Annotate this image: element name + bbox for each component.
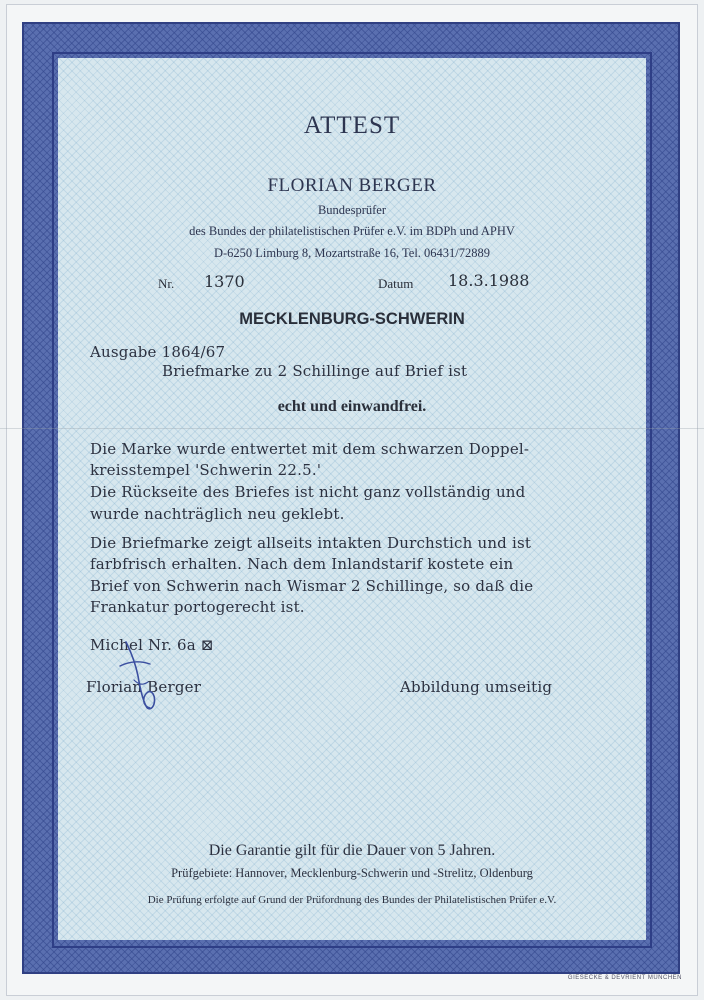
signature-name: Florian Berger (86, 678, 202, 696)
association-line: des Bundes der philatelistischen Prüfer e.V. im BDPh und APHV (189, 224, 515, 238)
body-line: wurde nachträglich neu geklebt. (90, 505, 345, 523)
examiner-name: FLORIAN BERGER (267, 175, 437, 196)
territory-heading: MECKLENBURG-SCHWERIN (239, 310, 465, 328)
fold-line (0, 428, 704, 429)
printer-imprint: GIESECKE & DEVRIENT MÜNCHEN (567, 975, 682, 981)
body-line: Die Briefmarke zeigt allseits intakten Durchstich und ist (90, 534, 532, 552)
nr-label: Nr. (158, 276, 175, 291)
certificate-title: ATTEST (303, 112, 401, 139)
body-line: kreisstempel 'Schwerin 22.5.' (90, 461, 322, 479)
body-line: Die Rückseite des Briefes ist nicht ganz vollständig und (90, 483, 526, 501)
body-line: Die Marke wurde entwertet mit dem schwarzen Doppel- (90, 440, 530, 458)
examiner-role: Bundesprüfer (317, 203, 387, 217)
address-line: D-6250 Limburg 8, Mozartstraße 16, Tel. 06431/72889 (213, 246, 491, 260)
guarantee-line: Die Garantie gilt für die Dauer von 5 Jahren. (208, 842, 496, 859)
michel-number: Michel Nr. 6a ⊠ (90, 636, 214, 654)
nr-value: 1370 (204, 272, 245, 291)
regulation-line: Die Prüfung erfolgte auf Grund der Prüfordnung des Bundes der Philatelistischen Prüfer e.V. (147, 894, 557, 906)
datum-label: Datum (378, 276, 414, 291)
body-line: Frankatur portogerecht ist. (90, 598, 305, 616)
examination-areas: Prüfgebiete: Hannover, Mecklenburg-Schwerin und -Strelitz, Oldenburg (171, 866, 533, 880)
verdict: echt und einwandfrei. (277, 398, 427, 415)
body-line: farbfrisch erhalten. Nach dem Inlandstarif kostete ein (90, 555, 514, 573)
body-line: Brief von Schwerin nach Wismar 2 Schillinge, so daß die (90, 577, 534, 595)
handwritten-signature (112, 636, 172, 716)
stamp-description: Briefmarke zu 2 Schillinge auf Brief ist (162, 362, 468, 380)
issue-line: Ausgabe 1864/67 (90, 343, 226, 361)
image-note: Abbildung umseitig (400, 678, 553, 696)
datum-value: 18.3.1988 (448, 271, 530, 290)
